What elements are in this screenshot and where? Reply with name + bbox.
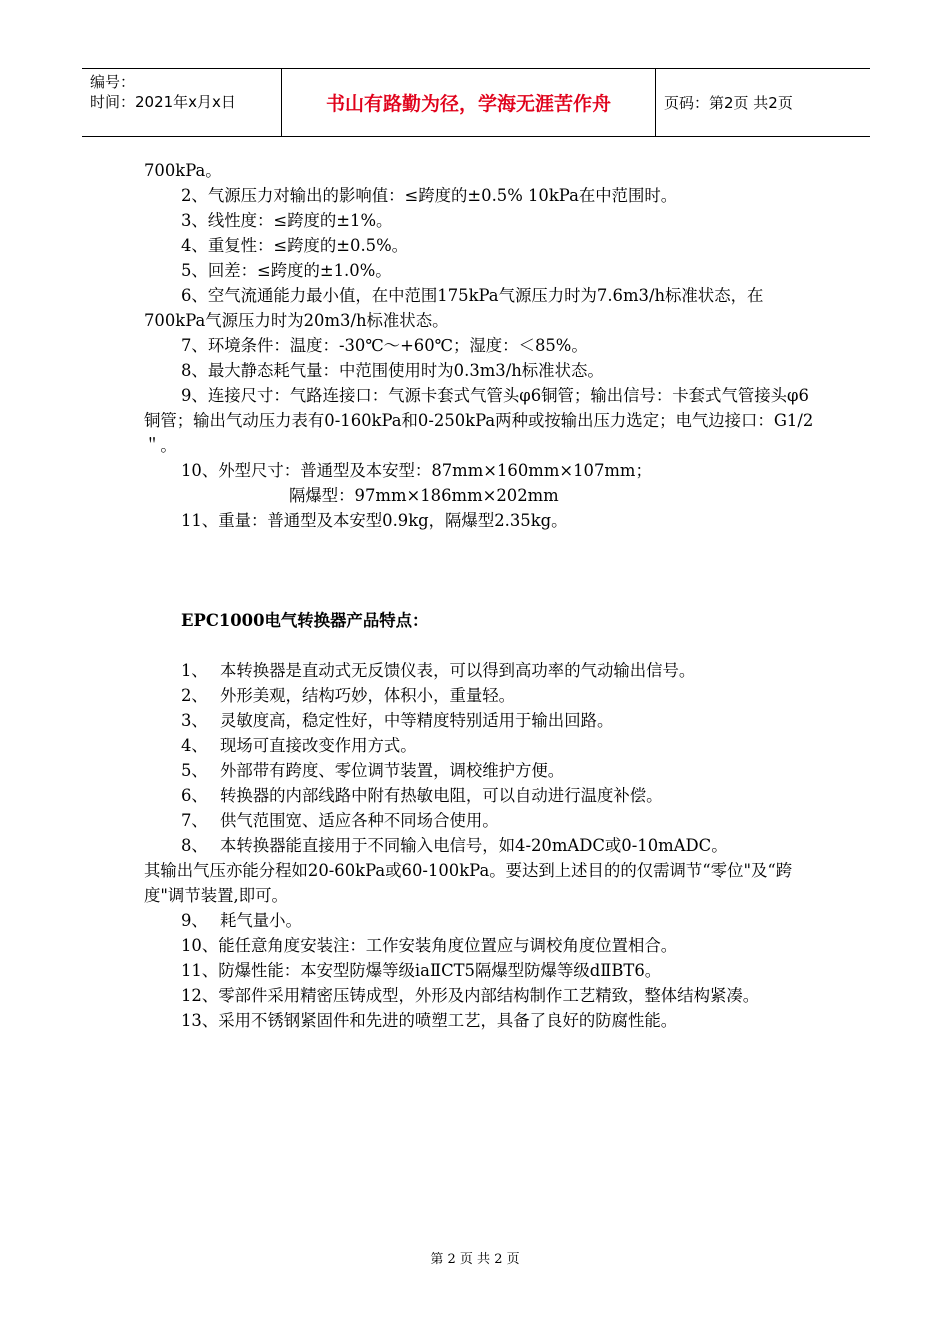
feature-text: 本转换器是直动式无反馈仪表，可以得到高功率的气动输出信号。	[220, 661, 696, 680]
feature-item	[144, 783, 819, 808]
feature-number: 2、	[181, 686, 208, 705]
spec-line: 隔爆型：97mm×186mm×202mm	[289, 486, 559, 505]
feature-item	[144, 808, 819, 833]
feature-number: 1、	[181, 661, 208, 680]
page-header	[82, 68, 870, 137]
document-body	[144, 158, 819, 1033]
header-meta	[82, 69, 282, 136]
feature-number: 3、	[181, 711, 208, 730]
feature-number: 7、	[181, 811, 208, 830]
feature-item: 12、零部件采用精密压铸成型，外形及内部结构制作工艺精致，整体结构紧凑。	[181, 986, 760, 1005]
feature-text: 本转换器能直接用于不同输入电信号，如4-20mADC或0-10mADC。	[220, 836, 728, 855]
feature-number: 8、	[181, 836, 208, 855]
number-label: 编号：	[90, 73, 136, 91]
feature-text: 灵敏度高，稳定性好，中等精度特别适用于输出回路。	[220, 711, 614, 730]
feature-text: 转换器的内部线路中附有热敏电阻，可以自动进行温度补偿。	[220, 786, 663, 805]
feature-continuation: 其输出气压亦能分程如20-60kPa或60-100kPa。要达到上述目的的仅需调节“零位"及“跨度"调节装置,即可。	[144, 861, 793, 905]
features-title: EPC1000电气转换器产品特点：	[181, 611, 429, 630]
feature-item	[144, 733, 819, 758]
spec-line: 8、最大静态耗气量：中范围使用时为0.3m3/h标准状态。	[181, 361, 604, 380]
feature-number: 6、	[181, 786, 208, 805]
spec-line: 3、线性度：≤跨度的±1%。	[181, 211, 393, 230]
feature-item	[144, 708, 819, 733]
header-page-label: 页码：第2页 共2页	[664, 94, 793, 112]
feature-number: 9、	[181, 911, 208, 930]
time-label: 时间：2021年x月x日	[90, 93, 236, 111]
feature-item	[144, 908, 819, 933]
feature-text: 外形美观，结构巧妙，体积小，重量轻。	[220, 686, 516, 705]
feature-text: 耗气量小。	[220, 911, 302, 930]
spec-line: 11、重量：普通型及本安型0.9kg，隔爆型2.35kg。	[181, 511, 568, 530]
spec-line: 4、重复性：≤跨度的±0.5%。	[181, 236, 409, 255]
spec-line: 9、连接尺寸：气路连接口：气源卡套式气管头φ6铜管；输出信号：卡套式气管接头φ6铜管；输出气动压力表有0-160kPa和0-250kPa两种或按输出压力选定；电气边接口：G1/2＂。	[144, 386, 814, 455]
spec-line: 5、回差：≤跨度的±1.0%。	[181, 261, 392, 280]
feature-item: 13、采用不锈钢紧固件和先进的喷塑工艺，具备了良好的防腐性能。	[181, 1011, 678, 1030]
feature-item: 11、防爆性能：本安型防爆等级iaⅡCT5隔爆型防爆等级dⅡBT6。	[181, 961, 662, 980]
page-footer: 第 2 页 共 2 页	[430, 1252, 520, 1267]
feature-item	[144, 833, 819, 858]
feature-item: 10、能任意角度安装注：工作安装角度位置应与调校角度位置相合。	[181, 936, 678, 955]
feature-item	[144, 683, 819, 708]
feature-item	[144, 758, 819, 783]
spec-line: 700kPa。	[144, 161, 222, 180]
feature-item	[144, 658, 819, 683]
feature-text: 现场可直接改变作用方式。	[220, 736, 417, 755]
feature-number: 5、	[181, 761, 208, 780]
spec-line: 2、气源压力对输出的影响值：≤跨度的±0.5% 10kPa在中范围时。	[181, 186, 678, 205]
spec-line: 6、空气流通能力最小值，在中范围175kPa气源压力时为7.6m3/h标准状态，在700kPa气源压力时为20m3/h标准状态。	[144, 286, 764, 330]
spec-line: 7、环境条件：温度：-30℃～+60℃；湿度：＜85%。	[181, 336, 588, 355]
feature-number: 4、	[181, 736, 208, 755]
header-motto: 书山有路勤为径，学海无涯苦作舟	[282, 69, 656, 136]
spec-line: 10、外型尺寸：普通型及本安型：87mm×160mm×107mm；	[181, 461, 652, 480]
feature-text: 供气范围宽、适应各种不同场合使用。	[220, 811, 499, 830]
feature-text: 外部带有跨度、零位调节装置，调校维护方便。	[220, 761, 565, 780]
